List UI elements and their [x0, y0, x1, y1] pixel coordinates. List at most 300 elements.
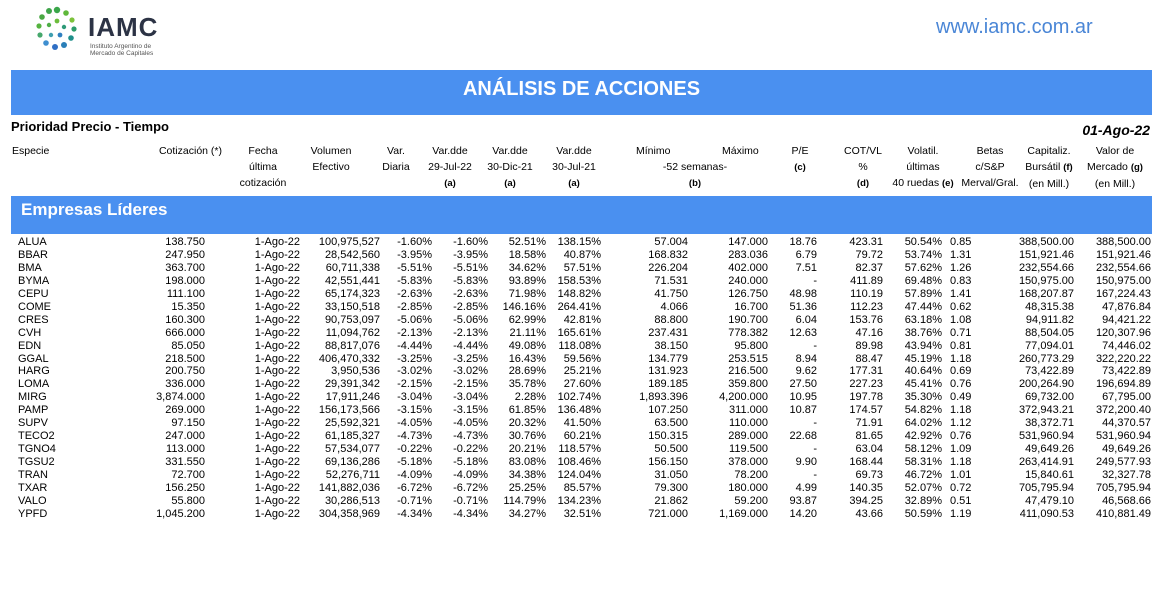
cell-maximo: 253.515	[728, 352, 768, 365]
cell-especie: PAMP	[18, 404, 49, 417]
cell-var-29jul22: -4.34%	[453, 507, 488, 520]
cell-volumen: 3,950,536	[331, 365, 380, 378]
cell-valor-mercado: 410,881.49	[1095, 507, 1151, 520]
cell-valor-mercado: 372,200.40	[1095, 404, 1151, 417]
report-subtitle: Prioridad Precio - Tiempo	[11, 119, 169, 134]
cell-var-diaria: -2.85%	[397, 300, 432, 313]
cell-var-diaria: -6.72%	[397, 481, 432, 494]
cell-pe: 14.20	[789, 507, 817, 520]
cell-var-diaria: -4.44%	[397, 339, 432, 352]
cell-var-30dic21: 62.99%	[508, 313, 546, 326]
cell-pe: 4.99	[795, 481, 817, 494]
cell-var-diaria: -5.51%	[397, 261, 432, 274]
table-row	[0, 430, 1175, 443]
cell-maximo: 4,200.000	[719, 391, 768, 404]
table-row	[0, 314, 1175, 327]
cell-var-29jul22: -3.25%	[453, 352, 488, 365]
cell-volumen: 141,882,036	[318, 481, 380, 494]
cell-valor-mercado: 531,960.94	[1095, 430, 1151, 443]
cell-var-30jul21: 60.21%	[563, 430, 601, 443]
cell-cotizacion: 363.700	[165, 261, 205, 274]
col-header-minimo: Mínimo	[636, 145, 671, 157]
cell-maximo: 95.800	[734, 339, 768, 352]
cell-beta: 1.01	[950, 468, 972, 481]
cell-fecha: 1-Ago-22	[254, 507, 300, 520]
cell-maximo: 359.800	[728, 378, 768, 391]
cell-var-30jul21: 108.46%	[557, 456, 601, 468]
table-row	[0, 469, 1175, 482]
cell-var-30dic21: 25.25%	[508, 481, 546, 494]
col-header-volatilidad: Volatil. últimas 40 ruedas (e)	[892, 145, 954, 189]
cell-volatilidad: 38.76%	[904, 326, 942, 339]
cell-maximo: 1,169.000	[719, 507, 768, 520]
cell-beta: 0.69	[950, 365, 972, 378]
cell-minimo: 41.750	[654, 287, 688, 300]
cell-var-29jul22: -2.15%	[453, 378, 488, 391]
cell-cot-vl: 174.57	[849, 404, 883, 417]
cell-maximo: 59.200	[734, 494, 768, 507]
cell-especie: COME	[18, 300, 51, 313]
cell-beta: 0.51	[950, 494, 972, 507]
cell-var-30dic21: 20.21%	[508, 443, 546, 455]
cell-valor-mercado: 32,327.78	[1102, 468, 1151, 481]
cell-cot-vl: 197.78	[849, 391, 883, 404]
cell-minimo: 226.204	[648, 261, 688, 274]
cell-var-30jul21: 136.48%	[557, 404, 601, 417]
cell-especie: HARG	[18, 365, 50, 378]
cell-var-30jul21: 134.23%	[557, 494, 601, 507]
cell-valor-mercado: 249,577.93	[1095, 456, 1151, 468]
cell-cot-vl: 153.76	[849, 313, 883, 326]
cell-capitalizacion: 48,315.38	[1025, 300, 1074, 313]
cell-capitalizacion: 73,422.89	[1025, 365, 1074, 378]
cell-volumen: 65,174,323	[324, 287, 380, 300]
cell-maximo: 378.000	[728, 456, 768, 468]
cell-var-diaria: -3.04%	[397, 391, 432, 404]
table-row	[0, 443, 1175, 456]
cell-fecha: 1-Ago-22	[254, 481, 300, 494]
table-row	[0, 391, 1175, 404]
table-row	[0, 262, 1175, 275]
cell-volumen: 60,711,338	[325, 261, 380, 274]
col-header-especie: Especie	[12, 145, 50, 157]
cell-cotizacion: 111.100	[166, 287, 205, 300]
cell-var-30jul21: 148.82%	[557, 287, 601, 300]
table-row	[0, 495, 1175, 508]
cell-fecha: 1-Ago-22	[254, 404, 300, 417]
cell-capitalizacion: 531,960.94	[1018, 430, 1074, 443]
cell-cotizacion: 113.000	[166, 443, 205, 455]
cell-cot-vl: 43.66	[855, 507, 883, 520]
cell-cot-vl: 423.31	[849, 236, 883, 248]
cell-capitalizacion: 388,500.00	[1018, 236, 1074, 248]
cell-fecha: 1-Ago-22	[254, 313, 300, 326]
cell-pe: -	[813, 443, 817, 455]
cell-beta: 0.83	[950, 274, 972, 287]
cell-var-30jul21: 41.50%	[563, 417, 601, 430]
cell-var-29jul22: -2.85%	[453, 300, 488, 313]
cell-valor-mercado: 44,370.57	[1102, 417, 1151, 430]
cell-minimo: 50.500	[654, 443, 688, 455]
cell-capitalizacion: 38,372.71	[1025, 417, 1074, 430]
cell-fecha: 1-Ago-22	[254, 456, 300, 468]
col-header-pe: P/E (c)	[791, 145, 809, 173]
cell-var-30dic21: 114.79%	[503, 494, 546, 507]
cell-valor-mercado: 232,554.66	[1095, 261, 1151, 274]
cell-var-diaria: -0.71%	[397, 494, 432, 507]
cell-especie: YPFD	[18, 507, 48, 520]
cell-especie: ALUA	[18, 236, 47, 248]
cell-cotizacion: 198.000	[165, 274, 205, 287]
cell-capitalizacion: 94,911.82	[1025, 313, 1074, 326]
cell-var-diaria: -5.18%	[397, 456, 432, 468]
cell-var-30jul21: 158.53%	[557, 274, 601, 287]
cell-pe: 8.94	[795, 352, 817, 365]
cell-capitalizacion: 705,795.94	[1018, 481, 1074, 494]
table-row	[0, 456, 1175, 469]
cell-capitalizacion: 168,207.87	[1018, 287, 1074, 300]
table-row	[0, 236, 1175, 249]
cell-beta: 0.76	[950, 430, 972, 443]
cell-cot-vl: 89.98	[855, 339, 883, 352]
cell-maximo: 190.700	[728, 313, 768, 326]
cell-cot-vl: 47.16	[855, 326, 883, 339]
col-header-cot-vl: COT/VL % (d)	[844, 145, 882, 189]
cell-especie: MIRG	[18, 391, 47, 404]
cell-especie: TGSU2	[18, 456, 55, 468]
cell-especie: BMA	[18, 261, 42, 274]
col-header-maximo: Máximo	[722, 145, 759, 157]
cell-beta: 1.08	[950, 313, 972, 326]
cell-var-29jul22: -0.71%	[453, 494, 488, 507]
cell-beta: 1.09	[950, 443, 972, 455]
cell-pe: 9.62	[795, 365, 817, 378]
cell-cotizacion: 331.550	[165, 456, 205, 468]
cell-var-30dic21: 61.85%	[508, 404, 546, 417]
cell-var-29jul22: -3.95%	[453, 248, 488, 261]
col-header-valor-mercado: Valor de Mercado (g) (en Mill.)	[1087, 145, 1143, 190]
table-row	[0, 288, 1175, 301]
col-header-var-29jul22: Var.dde 29-Jul-22 (a)	[428, 145, 472, 189]
cell-cot-vl: 110.19	[850, 287, 883, 300]
cell-fecha: 1-Ago-22	[254, 339, 300, 352]
cell-volatilidad: 58.31%	[904, 456, 942, 468]
cell-volatilidad: 45.41%	[904, 378, 942, 391]
cell-var-diaria: -3.95%	[397, 248, 432, 261]
cell-minimo: 63.500	[654, 417, 688, 430]
col-header-betas: Betas c/S&P Merval/Gral.	[961, 145, 1019, 189]
cell-var-29jul22: -5.83%	[453, 274, 488, 287]
cell-volatilidad: 63.18%	[904, 313, 942, 326]
cell-beta: 1.19	[950, 507, 972, 520]
title-banner	[11, 70, 1152, 115]
cell-var-30jul21: 85.57%	[563, 481, 601, 494]
cell-var-diaria: -0.22%	[397, 443, 432, 455]
cell-var-30jul21: 102.74%	[557, 391, 601, 404]
cell-var-diaria: -4.73%	[397, 430, 432, 443]
cell-cotizacion: 666.000	[165, 326, 205, 339]
cell-var-30dic21: 2.28%	[514, 391, 546, 404]
cell-cot-vl: 82.37	[855, 261, 883, 274]
cell-volatilidad: 35.30%	[904, 391, 942, 404]
cell-beta: 1.18	[950, 456, 972, 468]
cell-var-30dic21: 71.98%	[508, 287, 546, 300]
cell-fecha: 1-Ago-22	[254, 494, 300, 507]
cell-var-diaria: -5.06%	[397, 313, 432, 326]
cell-var-diaria: -3.15%	[397, 404, 432, 417]
cell-pe: 10.95	[789, 391, 817, 404]
cell-maximo: 289.000	[728, 430, 768, 443]
cell-cotizacion: 1,045.200	[156, 507, 205, 520]
cell-capitalizacion: 69,732.00	[1025, 391, 1074, 404]
cell-capitalizacion: 260,773.29	[1018, 352, 1074, 365]
cell-var-30dic21: 146.16%	[502, 300, 546, 313]
cell-volumen: 100,975,527	[318, 236, 380, 248]
cell-valor-mercado: 167,224.43	[1095, 287, 1151, 300]
cell-volumen: 69,136,286	[324, 456, 380, 468]
cell-var-diaria: -4.34%	[397, 507, 432, 520]
cell-volumen: 28,542,560	[324, 248, 380, 261]
cell-minimo: 168.832	[648, 248, 688, 261]
cell-var-30dic21: 34.38%	[508, 468, 546, 481]
cell-minimo: 1,893.396	[639, 391, 688, 404]
cell-var-30dic21: 20.32%	[508, 417, 546, 430]
section-title: Empresas Líderes	[21, 200, 168, 219]
cell-maximo: 402.000	[728, 261, 768, 274]
table-row	[0, 301, 1175, 314]
cell-var-30jul21: 264.41%	[557, 300, 601, 313]
cell-maximo: 147.000	[728, 236, 768, 248]
cell-cotizacion: 55.800	[171, 494, 205, 507]
cell-valor-mercado: 49,649.26	[1102, 443, 1151, 455]
cell-var-30dic21: 83.08%	[508, 456, 546, 468]
cell-var-30dic21: 30.76%	[508, 430, 546, 443]
table-row	[0, 508, 1175, 521]
cell-especie: VALO	[18, 494, 47, 507]
table-row	[0, 417, 1175, 430]
table-row	[0, 327, 1175, 340]
cell-var-30jul21: 118.57%	[558, 443, 601, 455]
cell-minimo: 57.004	[654, 236, 688, 248]
cell-cot-vl: 411.89	[850, 274, 883, 287]
cell-valor-mercado: 705,795.94	[1095, 481, 1151, 494]
report-date: 01-Ago-22	[1082, 122, 1150, 138]
cell-valor-mercado: 67,795.00	[1102, 391, 1151, 404]
cell-var-diaria: -2.13%	[397, 326, 432, 339]
cell-cotizacion: 247.000	[165, 430, 205, 443]
cell-valor-mercado: 150,975.00	[1095, 274, 1151, 287]
cell-volumen: 25,592,321	[324, 417, 380, 430]
cell-especie: BYMA	[18, 274, 50, 287]
cell-var-diaria: -4.09%	[397, 468, 432, 481]
cell-cot-vl: 81.65	[855, 430, 883, 443]
cell-valor-mercado: 94,421.22	[1102, 313, 1151, 326]
website-link[interactable]: www.iamc.com.ar	[936, 16, 1093, 38]
cell-beta: 0.71	[950, 326, 972, 339]
cell-var-30jul21: 27.60%	[563, 378, 601, 391]
cell-minimo: 21.862	[654, 494, 688, 507]
cell-capitalizacion: 200,264.90	[1018, 378, 1074, 391]
cell-valor-mercado: 388,500.00	[1095, 236, 1151, 248]
table-row	[0, 249, 1175, 262]
cell-var-30dic21: 35.78%	[508, 378, 546, 391]
cell-cot-vl: 71.91	[855, 417, 883, 430]
cell-var-30jul21: 42.81%	[563, 313, 601, 326]
cell-minimo: 237.431	[648, 326, 688, 339]
table-row	[0, 365, 1175, 378]
cell-minimo: 721.000	[648, 507, 688, 520]
cell-maximo: 311.000	[729, 404, 768, 417]
cell-especie: TGNO4	[18, 443, 56, 455]
brand-subtitle: Instituto Argentino de Mercado de Capitales	[90, 43, 154, 57]
cell-cotizacion: 247.950	[165, 248, 205, 261]
cell-var-30jul21: 32.51%	[563, 507, 601, 520]
cell-fecha: 1-Ago-22	[254, 430, 300, 443]
cell-volatilidad: 52.07%	[904, 481, 942, 494]
cell-fecha: 1-Ago-22	[254, 352, 300, 365]
cell-pe: -	[813, 339, 817, 352]
cell-var-30dic21: 93.89%	[508, 274, 546, 287]
cell-volumen: 29,391,342	[324, 378, 380, 391]
cell-maximo: 180.000	[728, 481, 768, 494]
col-header-volumen: Volumen Efectivo	[310, 145, 352, 173]
cell-var-29jul22: -3.04%	[453, 391, 488, 404]
cell-volumen: 90,753,097	[324, 313, 380, 326]
table-row	[0, 482, 1175, 495]
cell-fecha: 1-Ago-22	[254, 326, 300, 339]
cell-especie: TXAR	[18, 481, 48, 494]
cell-var-29jul22: -3.15%	[453, 404, 488, 417]
cell-var-29jul22: -4.44%	[453, 339, 488, 352]
cell-cot-vl: 394.25	[849, 494, 883, 507]
cell-var-29jul22: -1.60%	[453, 236, 488, 248]
cell-var-30dic21: 21.11%	[509, 326, 546, 339]
cell-var-30dic21: 34.62%	[508, 261, 546, 274]
cell-minimo: 79.300	[654, 481, 688, 494]
cell-fecha: 1-Ago-22	[254, 261, 300, 274]
cell-fecha: 1-Ago-22	[254, 300, 300, 313]
cell-minimo: 4.066	[660, 300, 688, 313]
cell-cotizacion: 15.350	[171, 300, 205, 313]
cell-var-30dic21: 49.08%	[508, 339, 546, 352]
col-header-capitalizacion: Capitaliz. Bursátil (f) (en Mill.)	[1025, 145, 1073, 190]
cell-pe: 27.50	[789, 378, 817, 391]
iamc-logo	[30, 4, 180, 56]
cell-beta: 0.72	[950, 481, 972, 494]
cell-especie: LOMA	[18, 378, 50, 391]
cell-var-29jul22: -0.22%	[453, 443, 488, 455]
cell-minimo: 131.923	[648, 365, 688, 378]
table-row	[0, 378, 1175, 391]
cell-cotizacion: 97.150	[171, 417, 205, 430]
cell-var-29jul22: -5.06%	[453, 313, 488, 326]
cell-maximo: 78.200	[734, 468, 768, 481]
cell-var-30jul21: 57.51%	[563, 261, 601, 274]
cell-var-diaria: -2.15%	[397, 378, 432, 391]
cell-volumen: 11,094,762	[325, 326, 380, 339]
cell-maximo: 778.382	[728, 326, 768, 339]
cell-pe: 12.63	[789, 326, 817, 339]
cell-var-30jul21: 118.08%	[558, 339, 601, 352]
cell-volatilidad: 32.89%	[904, 494, 942, 507]
cell-cot-vl: 227.23	[849, 378, 883, 391]
cell-var-29jul22: -5.51%	[453, 261, 488, 274]
cell-volumen: 304,358,969	[318, 507, 380, 520]
cell-fecha: 1-Ago-22	[254, 236, 300, 248]
cell-volumen: 17,911,246	[325, 391, 380, 404]
cell-cotizacion: 218.500	[165, 352, 205, 365]
cell-especie: CRES	[18, 313, 49, 326]
cell-fecha: 1-Ago-22	[254, 443, 300, 455]
cell-valor-mercado: 73,422.89	[1102, 365, 1151, 378]
cell-pe: 51.36	[789, 300, 817, 313]
cell-pe: 9.90	[795, 456, 817, 468]
cell-fecha: 1-Ago-22	[254, 365, 300, 378]
cell-volumen: 33,150,518	[324, 300, 380, 313]
cell-var-30jul21: 40.87%	[563, 248, 601, 261]
cell-cotizacion: 269.000	[165, 404, 205, 417]
cell-fecha: 1-Ago-22	[254, 274, 300, 287]
cell-especie: TECO2	[18, 430, 55, 443]
cell-var-29jul22: -4.73%	[453, 430, 488, 443]
table-row	[0, 275, 1175, 288]
cell-beta: 1.18	[950, 352, 972, 365]
cell-var-diaria: -4.05%	[397, 417, 432, 430]
cell-especie: BBAR	[18, 248, 48, 261]
cell-minimo: 31.050	[654, 468, 688, 481]
cell-pe: 7.51	[795, 261, 817, 274]
cell-var-30jul21: 138.15%	[557, 236, 601, 248]
cell-volumen: 42,551,441	[324, 274, 380, 287]
cell-fecha: 1-Ago-22	[254, 378, 300, 391]
col-header-52-semanas: -52 semanas- (b)	[662, 161, 728, 189]
cell-pe: 10.87	[789, 404, 817, 417]
cell-valor-mercado: 196,694.89	[1095, 378, 1151, 391]
cell-beta: 1.12	[950, 417, 972, 430]
cell-cotizacion: 3,874.000	[156, 391, 205, 404]
cell-minimo: 189.185	[648, 378, 688, 391]
table-row	[0, 353, 1175, 366]
cell-pe: 6.79	[795, 248, 817, 261]
cell-volatilidad: 45.19%	[904, 352, 942, 365]
cell-capitalizacion: 372,943.21	[1018, 404, 1074, 417]
col-header-var-30dic21: Var.dde 30-Dic-21 (a)	[487, 145, 533, 189]
cell-especie: SUPV	[18, 417, 48, 430]
cell-pe: -	[813, 417, 817, 430]
cell-var-diaria: -5.83%	[397, 274, 432, 287]
cell-capitalizacion: 150,975.00	[1018, 274, 1074, 287]
cell-beta: 1.41	[950, 287, 972, 300]
cell-var-29jul22: -4.05%	[453, 417, 488, 430]
cell-volatilidad: 47.44%	[904, 300, 942, 313]
cell-capitalizacion: 151,921.46	[1018, 248, 1074, 261]
section-banner	[11, 196, 1152, 234]
cell-maximo: 119.500	[729, 443, 768, 455]
cell-pe: 48.98	[789, 287, 817, 300]
cell-volatilidad: 42.92%	[904, 430, 942, 443]
cell-minimo: 88.800	[654, 313, 688, 326]
cell-cot-vl: 63.04	[855, 443, 883, 455]
col-header-var-30jul21: Var.dde 30-Jul-21 (a)	[552, 145, 596, 189]
cell-volatilidad: 69.48%	[904, 274, 942, 287]
table-row	[0, 404, 1175, 417]
cell-fecha: 1-Ago-22	[254, 417, 300, 430]
cell-capitalizacion: 263,414.91	[1018, 456, 1074, 468]
cell-fecha: 1-Ago-22	[254, 468, 300, 481]
cell-volatilidad: 53.74%	[904, 248, 942, 261]
cell-maximo: 283.036	[728, 248, 768, 261]
cell-var-29jul22: -2.13%	[453, 326, 488, 339]
